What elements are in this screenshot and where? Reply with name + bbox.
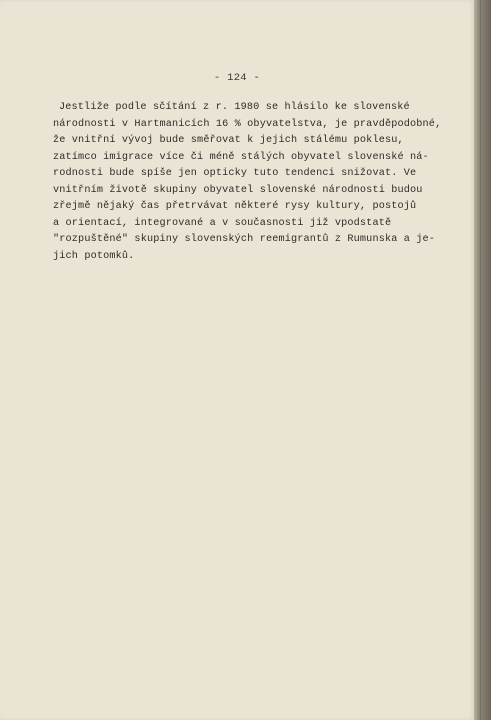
book-binding-edge	[474, 0, 491, 720]
text-line: vnitřním životě skupiny obyvatel slovenské národnosti budou	[53, 184, 423, 196]
text-line: zatímco imigrace více či méně stálých obyvatel slovenské ná-	[53, 151, 429, 163]
text-line: zřejmě nějaký čas přetrvávat některé rysy kultury, postojů	[53, 201, 417, 212]
page-number: - 124 -	[213, 72, 261, 84]
text-line: a orientací, integrované a v současnosti již vpodstatě	[53, 217, 392, 229]
text-line: rodnosti bude spíše jen opticky tuto tendenci snižovat. Ve	[53, 168, 417, 179]
text-line: "rozpuštěné" skupiny slovenských reemigrantů z Rumunska a je-	[53, 234, 436, 245]
text-line: že vnitřní vývoj bude směřovat k jejich stálému poklesu,	[53, 135, 404, 146]
text-line: jich potomků.	[53, 250, 135, 262]
body-paragraph	[53, 100, 453, 265]
text-line: národnosti v Hartmanicích 16 % obyvatelstva, je pravděpodobné,	[53, 118, 442, 130]
text-line: Jestliže podle sčítání z r. 1980 se hlásilo ke slovenské	[59, 102, 410, 113]
